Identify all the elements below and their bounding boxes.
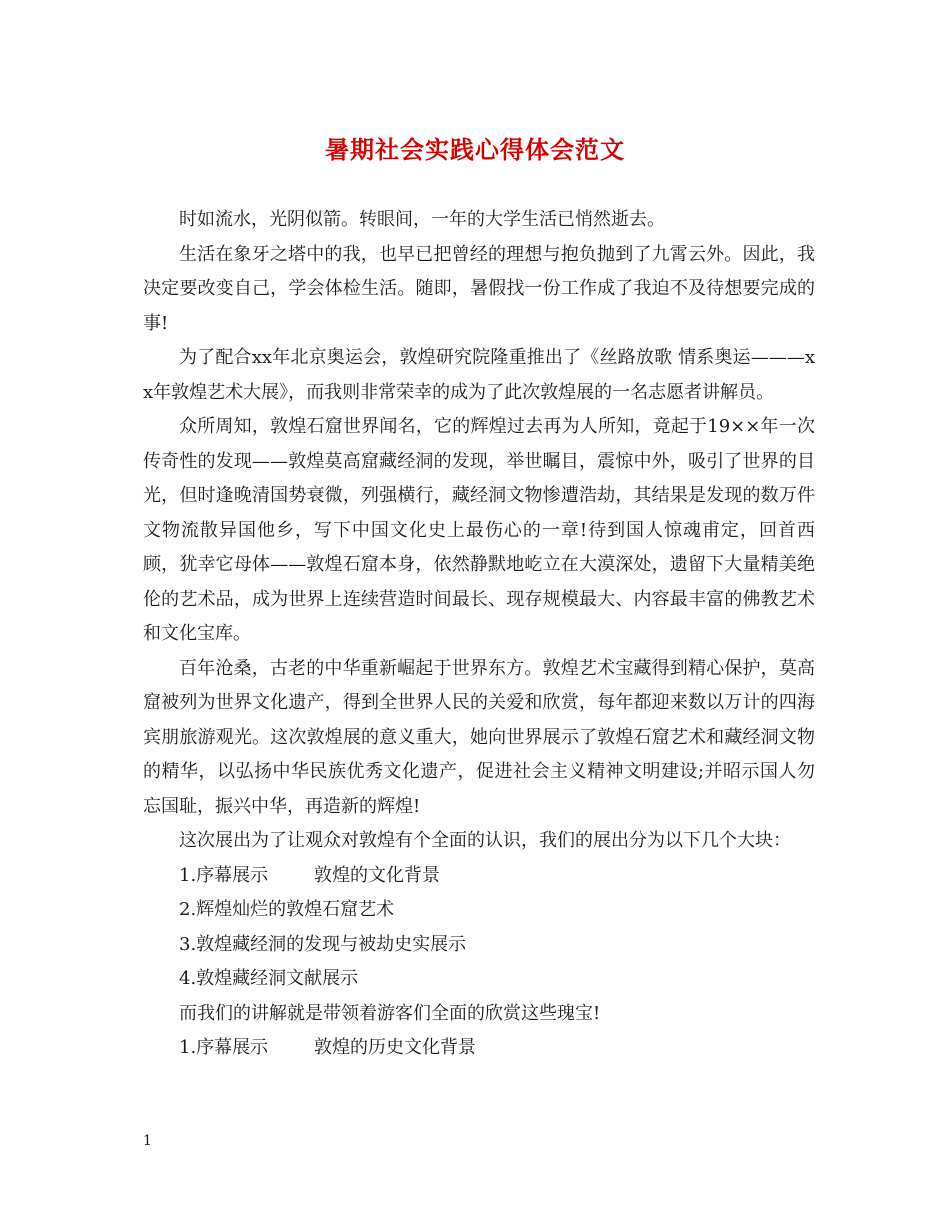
paragraph-3: 为了配合xx年北京奥运会，敦煌研究院隆重推出了《丝路放歌 情系奥运———xx年敦煌艺术大展》，而我则非常荣幸的成为了此次敦煌展的一名志愿者讲解员。	[143, 347, 815, 403]
page-number: 1	[143, 1133, 152, 1149]
list-item: 1.序幕展示 敦煌的历史文化背景	[179, 1037, 476, 1058]
list-item: 3.敦煌藏经洞的发现与被劫史实展示	[179, 933, 467, 955]
document-title: 暑期社会实践心得体会范文	[325, 135, 625, 164]
closing-paragraph: 而我们的讲解就是带领着游客们全面的欣赏这些瑰宝!	[179, 1002, 601, 1024]
paragraph-5: 百年沧桑，古老的中华重新崛起于世界东方。敦煌艺术宝藏得到精心保护，莫高窟被列为世界文化遗产，得到全世界人民的关爱和欣赏，每年都迎来数以万计的四海宾朋旅游观光。这次敦煌展的意义重大，她向世界展示了敦煌石窟艺术和藏经洞文物的精华，以弘扬中华民族优秀文化遗产，促进社会主义精神文明建设;并昭示国人勿忘国耻，振兴中华，再造新的辉煌!	[143, 657, 815, 817]
paragraph-6: 这次展出为了让观众对敦煌有个全面的认识，我们的展出分为以下几个大块：	[179, 830, 791, 851]
paragraph-4: 众所周知，敦煌石窟世界闻名，它的辉煌过去再为人所知，竟起于19××年一次传奇性的发现——敦煌莫高窟藏经洞的发现，举世瞩目，震惊中外，吸引了世界的目光，但时逢晚清国势衰微，列强横行，藏经洞文物惨遭浩劫，其结果是发现的数万件文物流散异国他乡，写下中国文化史上最伤心的一章!待到国人惊魂甫定，回首西顾，犹幸它母体——敦煌石窟本身，依然静默地屹立在大漠深处，遗留下大量精美绝伦的艺术品，成为世界上连续营造时间最长、现存规模最大、内容最丰富的佛教艺术和文化宝库。	[143, 416, 815, 644]
paragraph-2: 生活在象牙之塔中的我，也早已把曾经的理想与抱负抛到了九霄云外。因此，我决定要改变自己，学会体检生活。随即，暑假找一份工作成了我迫不及待想要完成的事!	[143, 243, 815, 334]
list-item: 2.辉煌灿烂的敦煌石窟艺术	[179, 899, 395, 920]
paragraph-1: 时如流水，光阴似箭。转眼间，一年的大学生活已悄然逝去。	[179, 209, 665, 230]
list-item: 4.敦煌藏经洞文献展示	[179, 968, 359, 989]
list-item: 1.序幕展示 敦煌的文化背景	[179, 864, 440, 886]
document-body	[143, 203, 815, 1066]
